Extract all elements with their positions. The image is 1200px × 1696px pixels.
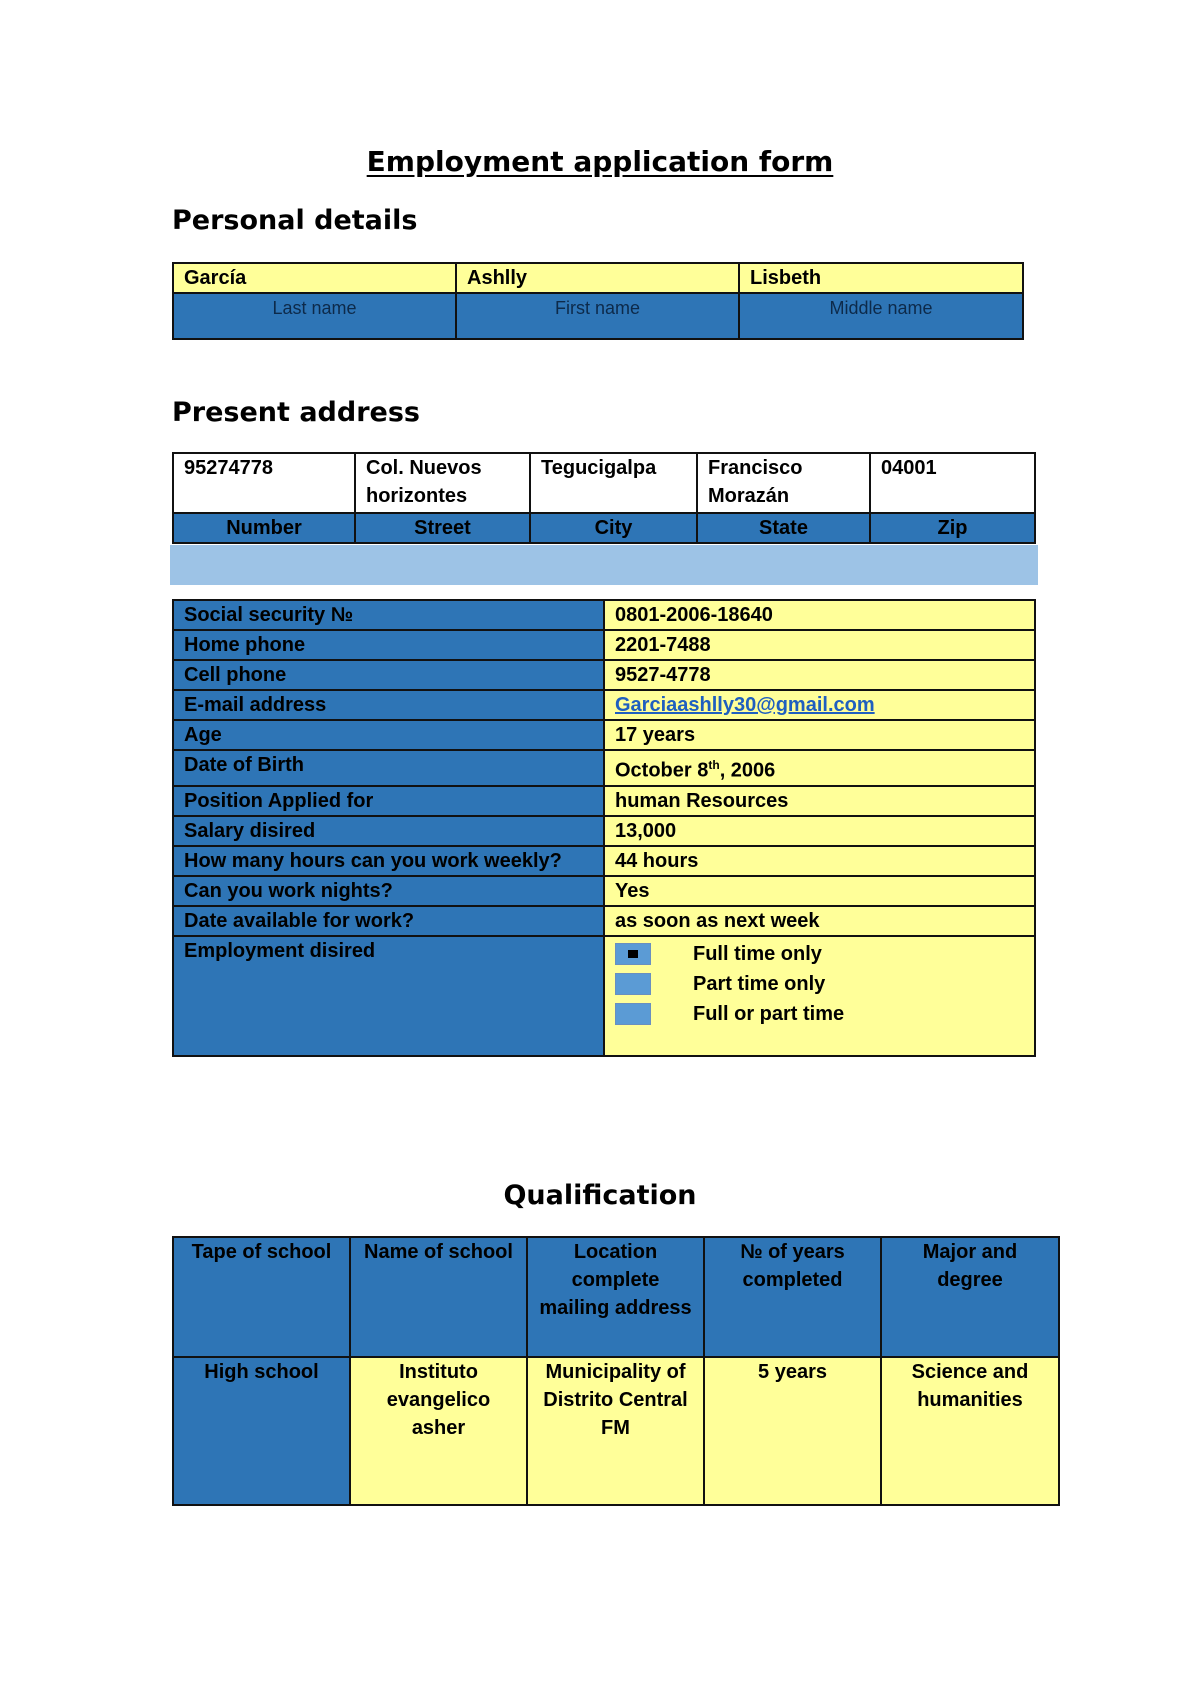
option-full-time[interactable]	[615, 939, 1024, 969]
dob-suffix: , 2006	[719, 759, 776, 782]
detail-value: 44 hours	[604, 846, 1035, 876]
address-zip-value: 04001	[870, 453, 1035, 513]
address-number-value: 95274778	[173, 453, 355, 513]
detail-label: Can you work nights?	[173, 876, 604, 906]
employment-desired-options	[604, 936, 1035, 1056]
detail-label: Position Applied for	[173, 786, 604, 816]
detail-label: Social security №	[173, 600, 604, 630]
detail-label: Home phone	[173, 630, 604, 660]
checkbox-full-or-part-time[interactable]	[615, 1003, 651, 1025]
qualification-header: № of years completed	[704, 1237, 881, 1357]
last-name-caption: Last name	[173, 293, 456, 339]
detail-label: Date of Birth	[173, 750, 604, 786]
checkbox-full-time[interactable]	[615, 943, 651, 965]
last-name-value: García	[173, 263, 456, 293]
personal-details-table	[172, 262, 1024, 340]
qualification-header: Tape of school	[173, 1237, 350, 1357]
detail-value: 0801-2006-18640	[604, 600, 1035, 630]
qualification-table	[172, 1236, 1060, 1506]
address-zip-caption: Zip	[870, 513, 1035, 543]
first-name-value: Ashlly	[456, 263, 739, 293]
detail-value: as soon as next week	[604, 906, 1035, 936]
address-city-caption: City	[530, 513, 697, 543]
first-name-caption: First name	[456, 293, 739, 339]
detail-value: 9527-4778	[604, 660, 1035, 690]
detail-label: Salary disired	[173, 816, 604, 846]
detail-value: 2201-7488	[604, 630, 1035, 660]
spacer-band	[170, 545, 1038, 585]
dob-prefix: October 8	[615, 759, 709, 782]
option-part-time[interactable]	[615, 969, 1024, 999]
present-address-table	[172, 452, 1036, 544]
document-title: Employment application form	[366, 145, 834, 178]
detail-label: How many hours can you work weekly?	[173, 846, 604, 876]
middle-name-caption: Middle name	[739, 293, 1023, 339]
qualification-cell: High school	[173, 1357, 350, 1505]
dob-suffix-sup: th	[708, 758, 720, 772]
applicant-details-table	[172, 599, 1036, 1057]
middle-name-value: Lisbeth	[739, 263, 1023, 293]
qualification-header: Major and degree	[881, 1237, 1059, 1357]
option-label: Full or part time	[693, 1002, 845, 1025]
qualification-cell: Instituto evangelico asher	[350, 1357, 527, 1505]
address-city-value: Tegucigalpa	[530, 453, 697, 513]
qualification-cell: Municipality of Distrito Central FM	[527, 1357, 704, 1505]
qualification-cell: Science and humanities	[881, 1357, 1059, 1505]
detail-value	[604, 750, 1035, 786]
address-number-caption: Number	[173, 513, 355, 543]
qualification-cell: 5 years	[704, 1357, 881, 1505]
option-full-or-part-time[interactable]	[615, 999, 1024, 1029]
detail-label: E-mail address	[173, 690, 604, 720]
email-link[interactable]: Garciaashlly30@gmail.com	[615, 694, 875, 716]
address-street-value: Col. Nuevos horizontes	[355, 453, 530, 513]
detail-value: human Resources	[604, 786, 1035, 816]
address-state-caption: State	[697, 513, 870, 543]
employment-desired-label: Employment disired	[173, 936, 604, 1056]
present-address-heading: Present address	[172, 397, 420, 428]
detail-label: Date available for work?	[173, 906, 604, 936]
detail-value: 13,000	[604, 816, 1035, 846]
qualification-header: Name of school	[350, 1237, 527, 1357]
personal-details-heading: Personal details	[172, 205, 418, 236]
address-state-value: Francisco Morazán	[697, 453, 870, 513]
check-mark-icon	[628, 950, 638, 958]
detail-label: Cell phone	[173, 660, 604, 690]
address-street-caption: Street	[355, 513, 530, 543]
checkbox-part-time[interactable]	[615, 973, 651, 995]
qualification-heading: Qualification	[503, 1180, 697, 1211]
detail-value: 17 years	[604, 720, 1035, 750]
option-label: Part time only	[693, 972, 826, 995]
detail-value: Yes	[604, 876, 1035, 906]
detail-label: Age	[173, 720, 604, 750]
qualification-header: Location complete mailing address	[527, 1237, 704, 1357]
option-label: Full time only	[693, 942, 822, 965]
